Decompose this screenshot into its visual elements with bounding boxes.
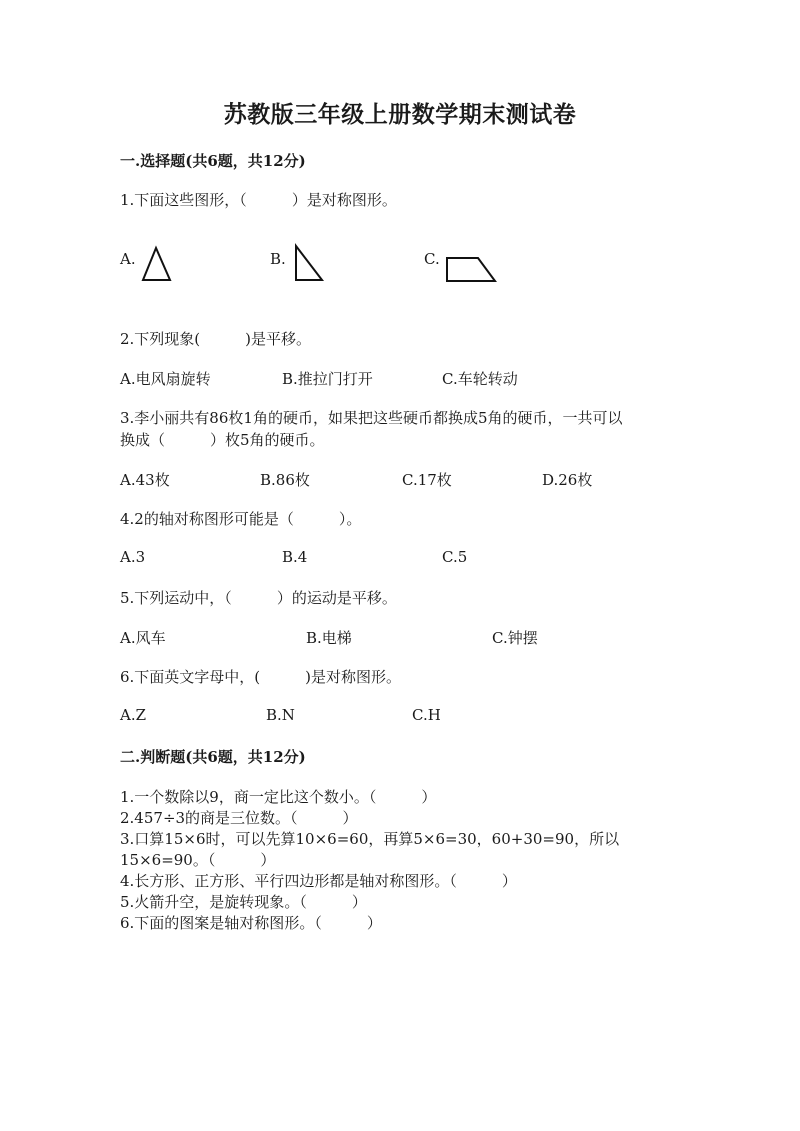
q6-option-a: A.Z bbox=[120, 706, 147, 724]
judgement-item-4: 4.长方形、正方形、平行四边形都是轴对称图形。（ ） bbox=[120, 872, 517, 890]
q2-option-c: C.车轮转动 bbox=[442, 370, 518, 388]
q3-option-d: D.26枚 bbox=[542, 471, 593, 489]
q3-option-a: A.43枚 bbox=[120, 471, 170, 489]
q2-option-a: A.电风扇旋转 bbox=[120, 370, 211, 388]
judgement-item-2: 2.457÷3的商是三位数。（ ） bbox=[120, 809, 358, 827]
section-heading-judgement: 二.判断题(共6题，共12分) bbox=[120, 748, 306, 766]
question-6-stem: 6.下面英文字母中，( )是对称图形。 bbox=[120, 668, 402, 686]
right-leaning-triangle-icon bbox=[292, 243, 328, 283]
q5-option-a: A.风车 bbox=[120, 629, 166, 647]
question-4-stem: 4.2的轴对称图形可能是（ ）。 bbox=[120, 510, 362, 528]
judgement-item-3-line1: 3.口算15×6时，可以先算10×6=60，再算5×6=30，60+30=90，所以 bbox=[120, 830, 620, 848]
q1-option-a-label: A. bbox=[120, 250, 136, 268]
question-2-stem: 2.下列现象( )是平移。 bbox=[120, 330, 312, 348]
section-heading-choice: 一.选择题(共6题，共12分) bbox=[120, 152, 306, 170]
right-trapezoid-icon bbox=[444, 255, 500, 285]
q5-option-c: C.钟摆 bbox=[492, 629, 538, 647]
question-5-stem: 5.下列运动中，（ ）的运动是平移。 bbox=[120, 589, 397, 607]
isosceles-triangle-icon bbox=[140, 245, 174, 283]
judgement-item-3-line2: 15×6=90。（ ） bbox=[120, 851, 276, 869]
q4-option-b: B.4 bbox=[282, 548, 308, 566]
q3-option-b: B.86枚 bbox=[260, 471, 310, 489]
question-1-stem: 1.下面这些图形，（ ）是对称图形。 bbox=[120, 191, 397, 209]
question-3-stem-line2: 换成（ ）枚5角的硬币。 bbox=[120, 431, 325, 449]
q3-option-c: C.17枚 bbox=[402, 471, 452, 489]
q5-option-b: B.电梯 bbox=[306, 629, 352, 647]
q1-option-c-label: C. bbox=[424, 250, 440, 268]
judgement-item-6: 6.下面的图案是轴对称图形。（ ） bbox=[120, 914, 382, 932]
q6-option-c: C.H bbox=[412, 706, 441, 724]
q2-option-b: B.推拉门打开 bbox=[282, 370, 373, 388]
q6-option-b: B.N bbox=[266, 706, 295, 724]
q4-option-c: C.5 bbox=[442, 548, 468, 566]
judgement-item-5: 5.火箭升空，是旋转现象。（ ） bbox=[120, 893, 367, 911]
page-title: 苏教版三年级上册数学期末测试卷 bbox=[223, 101, 577, 128]
q1-option-b-label: B. bbox=[270, 250, 286, 268]
question-3-stem-line1: 3.李小丽共有86枚1角的硬币，如果把这些硬币都换成5角的硬币，一共可以 bbox=[120, 409, 623, 427]
judgement-item-1: 1.一个数除以9，商一定比这个数小。（ ） bbox=[120, 788, 437, 806]
q4-option-a: A.3 bbox=[120, 548, 146, 566]
